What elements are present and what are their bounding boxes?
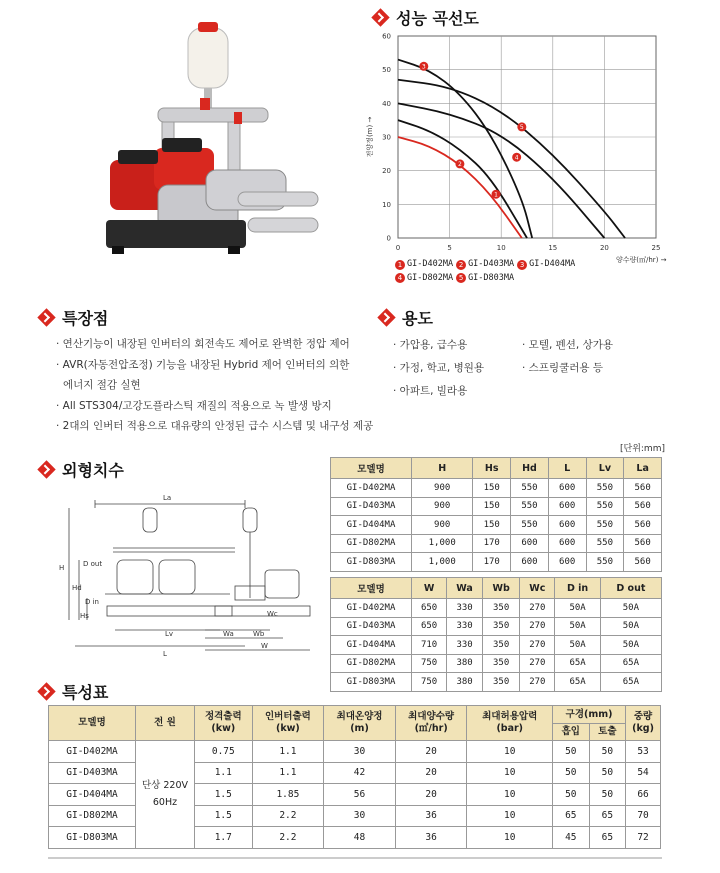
table-cell: GI-D404MA: [331, 636, 412, 655]
dim-label-Wa: Wa: [223, 630, 234, 638]
table-cell: 2.2: [252, 827, 324, 849]
table-cell: 20: [395, 741, 467, 763]
table-cell: 54: [626, 762, 661, 784]
table-cell: 750: [412, 673, 447, 692]
table-cell: 710: [412, 636, 447, 655]
table-row: [331, 636, 662, 655]
table-cell: 20: [395, 762, 467, 784]
diamond-bullet-icon: [37, 460, 55, 478]
table-cell: 2.2: [252, 805, 324, 827]
table-cell: GI-D403MA: [331, 497, 412, 516]
legend-item: [456, 258, 514, 271]
table-header-cell: 모델명: [331, 578, 412, 599]
table-cell: 65: [553, 805, 590, 827]
usage-title-text: 용도: [402, 309, 433, 328]
legend-label: GI-D403MA: [468, 259, 515, 269]
table-cell: 900: [412, 516, 473, 535]
table-cell: 50A: [600, 617, 661, 636]
table-cell: 65A: [555, 654, 600, 673]
table-cell: 10: [467, 741, 553, 763]
diamond-bullet-icon: [37, 682, 55, 700]
table-cell: 900: [412, 497, 473, 516]
legend-marker-icon: 3: [517, 260, 527, 270]
y-tick-label: 60: [382, 32, 391, 41]
legend-marker-icon: 2: [456, 260, 466, 270]
legend-label: GI-D803MA: [468, 272, 515, 283]
dimension-table-2: [330, 577, 662, 692]
table-cell: 1.1: [252, 741, 324, 763]
table-cell: 550: [586, 497, 624, 516]
y-axis-label: 전양정(m) →: [366, 116, 374, 158]
dim-label-Wc: Wc: [267, 610, 278, 618]
legend-item: [517, 258, 575, 271]
dim-label-Hs: Hs: [80, 612, 89, 620]
table-cell: 10: [467, 805, 553, 827]
feature-item: · AVR(자동전압조정) 기능을 내장된 Hybrid 제어 인버터의 의한: [56, 358, 350, 371]
table-cell: 380: [447, 654, 483, 673]
table-cell: 72: [626, 827, 661, 849]
x-axis-label: 양수량(㎥/hr) →: [616, 256, 667, 264]
table-cell: GI-D802MA: [331, 534, 412, 553]
table-header-cell: Wb: [482, 578, 519, 599]
table-header-cell: 모델명: [49, 706, 136, 741]
table-cell: 550: [586, 534, 624, 553]
table-cell: 600: [548, 497, 586, 516]
feature-item: 에너지 절감 실현: [63, 379, 141, 391]
table-cell: 50A: [600, 599, 661, 618]
table-cell: 380: [447, 673, 483, 692]
table-cell: 350: [482, 654, 519, 673]
table-row: [331, 479, 662, 498]
table-cell: 170: [473, 553, 511, 572]
table-header-row: [331, 578, 662, 599]
legend-marker-icon: 1: [395, 260, 405, 270]
y-tick-label: 0: [386, 234, 391, 243]
x-tick-label: 0: [395, 244, 401, 252]
table-header-cell: 최대양수량 (㎥/hr): [395, 706, 467, 741]
series-marker-label: 3: [421, 63, 426, 71]
table-cell: 350: [482, 636, 519, 655]
usage-item: · 모텔, 펜션, 상가용: [522, 339, 614, 351]
table-cell: 1.1: [252, 762, 324, 784]
legend-item: [395, 258, 453, 271]
table-cell: GI-D403MA: [49, 762, 136, 784]
table-cell: 150: [473, 479, 511, 498]
usage-col-2: [522, 334, 613, 380]
feature-item: · 2대의 인버터 적용으로 대유량의 안정된 급수 시스템 및 내구성 제공: [56, 420, 374, 432]
features-section-title: [40, 306, 108, 329]
series-marker-label: 2: [458, 161, 462, 169]
dim-label-Dout: D out: [83, 560, 103, 568]
x-tick-label: 5: [447, 244, 452, 252]
usage-item: · 가압용, 급수용: [393, 339, 468, 351]
table-cell: 550: [511, 479, 549, 498]
y-tick-label: 40: [382, 99, 391, 108]
table-cell: 350: [482, 599, 519, 618]
table-cell: 36: [395, 827, 467, 849]
table-header-cell: Wc: [520, 578, 555, 599]
table-header-cell: Lv: [586, 458, 624, 479]
table-cell: 65A: [600, 654, 661, 673]
spec-table: [48, 705, 661, 849]
table-cell: 900: [412, 479, 473, 498]
performance-title-text: 성능 곡선도: [396, 9, 479, 28]
table-cell: 270: [520, 636, 555, 655]
series-marker-label: 5: [519, 124, 524, 132]
power-cell: 단상 220V 60Hz: [136, 741, 195, 849]
table-header-cell: 중량 (kg): [626, 706, 661, 741]
table-cell: GI-D404MA: [331, 516, 412, 535]
table-cell: 50A: [600, 636, 661, 655]
table-cell: 20: [395, 784, 467, 806]
table-cell: 50A: [555, 636, 600, 655]
table-cell: GI-D803MA: [331, 673, 412, 692]
table-header-cell: D out: [600, 578, 661, 599]
table-header-cell: D in: [555, 578, 600, 599]
x-tick-label: 10: [496, 244, 506, 252]
table-cell: 65A: [555, 673, 600, 692]
table-cell: 36: [395, 805, 467, 827]
table-cell: 270: [520, 654, 555, 673]
table-cell: 330: [447, 636, 483, 655]
table-cell: 600: [548, 553, 586, 572]
table-cell: 650: [412, 599, 447, 618]
performance-chart: [350, 28, 720, 283]
table-cell: GI-D803MA: [49, 827, 136, 849]
diamond-bullet-icon: [37, 308, 55, 326]
bottom-divider: [48, 857, 662, 859]
diamond-bullet-icon: [377, 308, 395, 326]
y-tick-label: 30: [382, 133, 391, 142]
table-header-cell: Hs: [473, 458, 511, 479]
table-cell: 50A: [555, 599, 600, 618]
table-cell: GI-D803MA: [331, 553, 412, 572]
table-cell: 560: [624, 479, 662, 498]
table-cell: 50A: [555, 617, 600, 636]
table-cell: 70: [626, 805, 661, 827]
dim-label-La: La: [163, 494, 172, 502]
table-cell: GI-D402MA: [331, 599, 412, 618]
dim-label-Hd: Hd: [72, 584, 82, 592]
table-cell: 350: [482, 673, 519, 692]
table-cell: 600: [548, 516, 586, 535]
table-cell: 560: [624, 497, 662, 516]
table-subheader-cell: 토출: [589, 724, 626, 741]
table-cell: 550: [511, 497, 549, 516]
feature-item: · 연산기능이 내장된 인버터의 회전속도 제어로 완벽한 정압 제어: [56, 338, 350, 350]
dim-label-W: W: [261, 642, 268, 650]
table-cell: 550: [586, 479, 624, 498]
usage-item: · 스프링쿨러용 등: [522, 362, 604, 374]
table-cell: 170: [473, 534, 511, 553]
usage-col-1: [393, 334, 484, 403]
table-header-cell: 정격출력 (kw): [195, 706, 253, 741]
table-header-cell: 전 원: [136, 706, 195, 741]
table-cell: 1.7: [195, 827, 253, 849]
dim-label-Din: D in: [85, 598, 99, 606]
table-cell: 330: [447, 617, 483, 636]
feature-item: · All STS304/고강도플라스틱 재질의 적용으로 녹 발생 방지: [56, 399, 332, 412]
series-marker-label: 4: [514, 154, 519, 162]
table-cell: 600: [548, 479, 586, 498]
product-photo: [88, 20, 333, 270]
table-header-cell: La: [624, 458, 662, 479]
table-cell: GI-D802MA: [331, 654, 412, 673]
table-cell: 1.85: [252, 784, 324, 806]
dimension-table-1: [330, 457, 662, 572]
x-tick-label: 25: [651, 244, 661, 252]
legend-item: [456, 272, 514, 285]
table-header-cell: 모델명: [331, 458, 412, 479]
table-cell: 550: [586, 516, 624, 535]
table-cell: 65: [589, 805, 626, 827]
table-row: [331, 534, 662, 553]
table-cell: GI-D402MA: [49, 741, 136, 763]
table-header-cell: W: [412, 578, 447, 599]
table-cell: GI-D403MA: [331, 617, 412, 636]
y-tick-label: 20: [382, 167, 391, 176]
table-cell: 50: [589, 784, 626, 806]
table-cell: 650: [412, 617, 447, 636]
table-cell: GI-D402MA: [331, 479, 412, 498]
table-cell: 600: [511, 534, 549, 553]
table-cell: 50: [589, 762, 626, 784]
table-cell: 560: [624, 534, 662, 553]
table-row: [331, 553, 662, 572]
legend-marker-icon: 5: [456, 273, 466, 283]
table-cell: 550: [511, 516, 549, 535]
table-row: [331, 599, 662, 618]
table-cell: 750: [412, 654, 447, 673]
dim-label-Wb: Wb: [253, 630, 265, 638]
table-cell: 270: [520, 673, 555, 692]
table-subheader-cell: 흡입: [553, 724, 590, 741]
specs-section-title: [40, 680, 108, 703]
performance-section-title: [374, 6, 479, 29]
table-header-cell: 구경(mm): [553, 706, 626, 724]
table-cell: GI-D404MA: [49, 784, 136, 806]
table-header-cell: 최대허용압력 (bar): [467, 706, 553, 741]
table-cell: 1.1: [195, 762, 253, 784]
table-cell: 56: [324, 784, 396, 806]
y-tick-label: 10: [382, 200, 391, 209]
table-cell: 50: [589, 741, 626, 763]
table-row: [49, 741, 661, 763]
table-cell: 45: [553, 827, 590, 849]
dim-label-H: H: [59, 564, 65, 572]
table-cell: 30: [324, 741, 396, 763]
usage-item: · 가정, 학교, 병원용: [393, 362, 485, 374]
table-cell: 65: [589, 827, 626, 849]
table-cell: 270: [520, 617, 555, 636]
legend-row-2: [395, 272, 578, 286]
chart-legend: [395, 258, 578, 285]
legend-label: GI-D404MA: [529, 259, 576, 269]
table-cell: GI-D802MA: [49, 805, 136, 827]
dim-label-L: L: [163, 650, 167, 658]
table-cell: 48: [324, 827, 396, 849]
table-row: [331, 654, 662, 673]
legend-marker-icon: 4: [395, 273, 405, 283]
table-cell: 550: [586, 553, 624, 572]
features-title-text: 특장점: [62, 309, 109, 328]
table-header-row: [49, 706, 661, 724]
table-header-cell: L: [548, 458, 586, 479]
table-cell: 600: [511, 553, 549, 572]
table-cell: 270: [520, 599, 555, 618]
usage-item: · 아파트, 빌라용: [393, 385, 468, 397]
dim-label-Lv: Lv: [165, 630, 174, 638]
dimensions-section-title: [40, 458, 124, 481]
table-header-cell: 인버터출력 (kw): [252, 706, 324, 741]
table-row: [331, 516, 662, 535]
table-cell: 1,000: [412, 534, 473, 553]
table-cell: 1,000: [412, 553, 473, 572]
table-cell: 150: [473, 497, 511, 516]
specs-title-text: 특성표: [62, 683, 109, 702]
table-cell: 330: [447, 599, 483, 618]
features-list: [56, 334, 373, 437]
table-cell: 53: [626, 741, 661, 763]
table-cell: 10: [467, 784, 553, 806]
usage-section-title: [380, 306, 433, 329]
table-cell: 66: [626, 784, 661, 806]
table-row: [331, 617, 662, 636]
x-tick-label: 15: [548, 244, 558, 252]
legend-item: [395, 272, 453, 285]
table-cell: 350: [482, 617, 519, 636]
table-row: [331, 497, 662, 516]
table-header-cell: 최대온양정 (m): [324, 706, 396, 741]
unit-note: [단위:mm]: [620, 444, 665, 454]
table-cell: 1.5: [195, 805, 253, 827]
legend-label: GI-D802MA: [407, 272, 454, 283]
table-header-cell: Wa: [447, 578, 483, 599]
table-cell: 10: [467, 827, 553, 849]
table-cell: 1.5: [195, 784, 253, 806]
diamond-bullet-icon: [371, 8, 389, 26]
table-header-row: [331, 458, 662, 479]
x-tick-label: 20: [599, 244, 609, 252]
legend-label: GI-D402MA: [407, 259, 454, 269]
table-row: [331, 673, 662, 692]
table-cell: 50: [553, 741, 590, 763]
table-cell: 50: [553, 784, 590, 806]
dimension-drawing: [55, 490, 325, 660]
table-header-cell: Hd: [511, 458, 549, 479]
series-marker-label: 1: [494, 191, 498, 199]
table-cell: 150: [473, 516, 511, 535]
table-cell: 50: [553, 762, 590, 784]
legend-row-1: [395, 258, 578, 272]
table-cell: 560: [624, 553, 662, 572]
table-cell: 0.75: [195, 741, 253, 763]
table-cell: 600: [548, 534, 586, 553]
table-cell: 560: [624, 516, 662, 535]
table-cell: 42: [324, 762, 396, 784]
table-header-cell: H: [412, 458, 473, 479]
table-cell: 65A: [600, 673, 661, 692]
table-cell: 10: [467, 762, 553, 784]
y-tick-label: 50: [382, 66, 391, 75]
dimensions-title-text: 외형치수: [62, 461, 124, 480]
table-cell: 30: [324, 805, 396, 827]
